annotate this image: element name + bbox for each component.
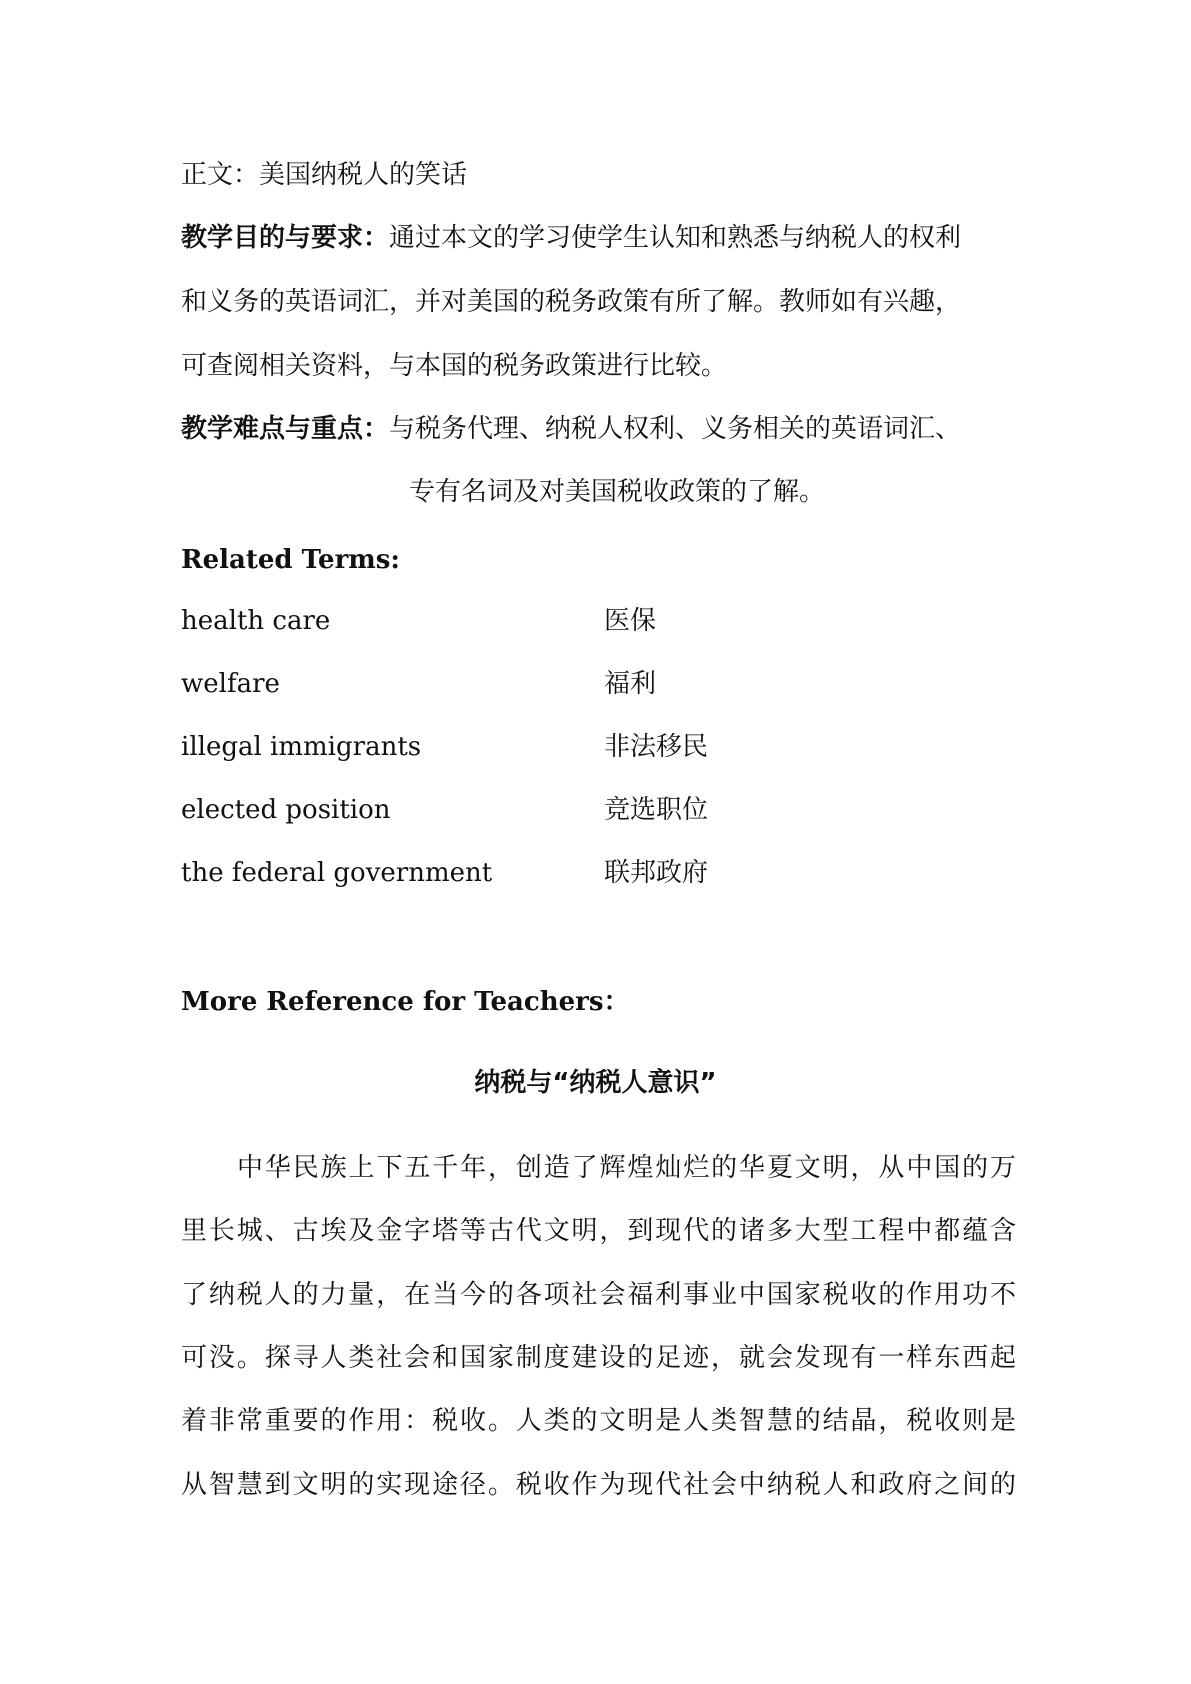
article-title: 纳税与“纳税人意识”	[474, 1068, 717, 1098]
term-en: welfare	[181, 669, 280, 699]
term-en: elected position	[181, 795, 391, 825]
key-points-line-2: 专有名词及对美国税收政策的了解。	[409, 477, 826, 507]
text-title: 美国纳税人的笑话	[259, 160, 468, 190]
key-points-text-1: 与税务代理、纳税人权利、义务相关的英语词汇、	[389, 414, 962, 444]
paragraph-line: 可没。探寻人类社会和国家制度建设的足迹，就会发现有一样东西起	[181, 1343, 1016, 1373]
paragraph-line: 了纳税人的力量，在当今的各项社会福利事业中国家税收的作用功不	[181, 1280, 1016, 1310]
paragraph-line: 从智慧到文明的实现途径。税收作为现代社会中纳税人和政府之间的	[181, 1470, 1016, 1500]
text-title-line	[181, 159, 467, 191]
objectives-label: 教学目的与要求：	[181, 223, 390, 253]
term-zh: 竞选职位	[604, 795, 709, 825]
paragraph-line: 中华民族上下五千年，创造了辉煌灿烂的华夏文明，从中国的万	[237, 1153, 1016, 1183]
key-points-line-1	[181, 413, 961, 445]
term-zh: 福利	[604, 669, 657, 699]
paragraph-line: 着非常重要的作用：税收。人类的文明是人类智慧的结晶，税收则是	[181, 1406, 1016, 1436]
term-zh: 联邦政府	[604, 858, 709, 888]
term-zh: 非法移民	[604, 732, 709, 762]
text-label: 正文：	[181, 160, 260, 190]
term-en: health care	[181, 606, 331, 636]
objectives-line-1	[181, 222, 961, 254]
term-en: the federal government	[181, 858, 493, 888]
term-zh: 医保	[604, 606, 657, 636]
objectives-line-3: 可查阅相关资料，与本国的税务政策进行比较。	[181, 351, 728, 381]
related-terms-heading: Related Terms:	[181, 545, 401, 575]
objectives-line-2: 和义务的英语词汇，并对美国的税务政策有所了解。教师如有兴趣，	[181, 287, 962, 317]
key-points-label: 教学难点与重点：	[181, 414, 390, 444]
reference-heading: More Reference for Teachers：	[181, 987, 630, 1017]
objectives-text-1: 通过本文的学习使学生认知和熟悉与纳税人的权利	[389, 223, 962, 253]
paragraph-line: 里长城、古埃及金字塔等古代文明，到现代的诸多大型工程中都蕴含	[181, 1216, 1016, 1246]
term-en: illegal immigrants	[181, 732, 422, 762]
